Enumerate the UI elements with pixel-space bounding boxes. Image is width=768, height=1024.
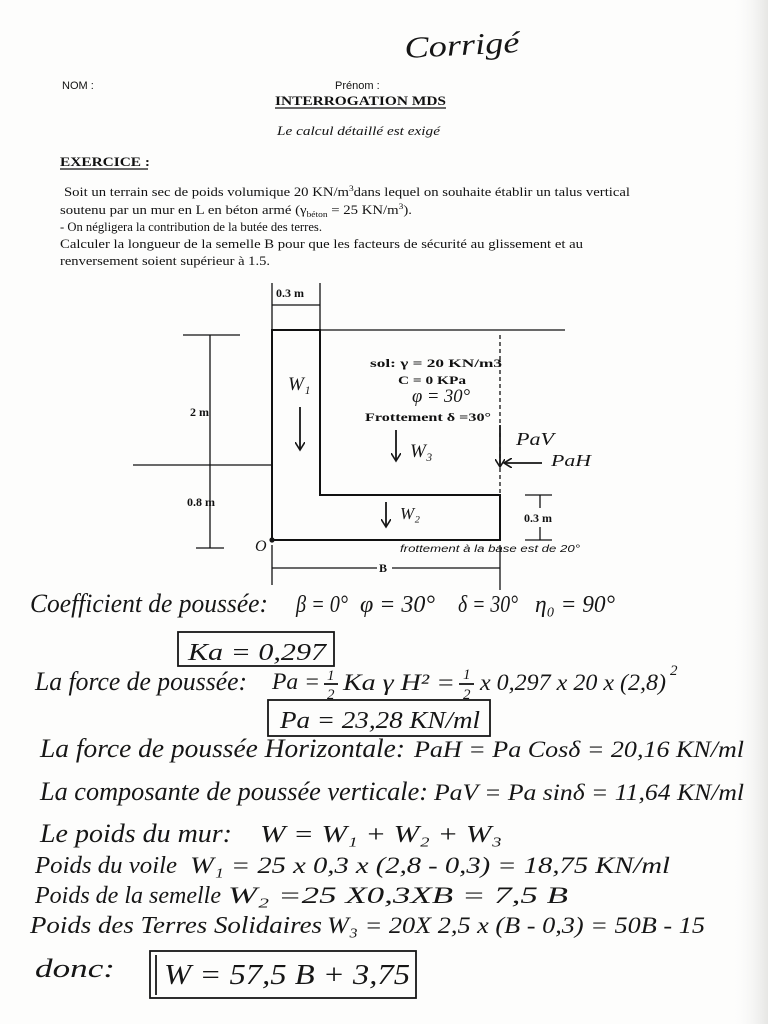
pa-result: Pa = 23,28 KN/ml xyxy=(278,708,481,734)
w3-label: W₃ xyxy=(410,441,433,462)
origin-point xyxy=(269,537,274,542)
beta-value: β = 0° xyxy=(295,592,349,618)
w-result: W = 57,5 B + 3,75 xyxy=(164,960,410,991)
statement-line-1-part-b: dans lequel on souhaite établir un talus vertical xyxy=(353,185,589,199)
subscript-beton: béton xyxy=(306,210,325,219)
retaining-wall-figure xyxy=(133,283,593,590)
corrige-annotation: Corrigé xyxy=(403,27,501,65)
pah-label: PaH xyxy=(549,451,594,470)
eta-value: η₀ = 90° xyxy=(535,592,616,618)
pa-formula-rhs: x 0,297 x 20 x (2,8) xyxy=(478,670,666,695)
soil-weight-label: Poids des Terres Solidaires xyxy=(28,913,323,939)
exam-title: INTERROGATION MDS xyxy=(275,93,446,108)
handwritten-solution xyxy=(29,589,744,998)
pav-label: PaV xyxy=(514,429,557,449)
wall-weight-label: Le poids du mur: xyxy=(38,819,233,848)
scan-edge-shadow xyxy=(730,0,768,1024)
delta-value: δ = 30° xyxy=(458,592,519,618)
pa-formula-middle: Ka γ H² = xyxy=(341,670,455,695)
soil-friction-angle: φ = 30° xyxy=(412,386,471,407)
ka-result: Ka = 0,297 xyxy=(186,640,328,666)
pa-formula-lhs: Pa = xyxy=(270,669,320,694)
slab-thickness-label: 0.3 m xyxy=(524,511,552,525)
height-above-ground-label: 2 m xyxy=(190,405,209,419)
soil-cohesion: C = 0 KPa xyxy=(398,373,466,387)
slab-weight-formula: W₂ =25 X0,3XB = 7,5 B xyxy=(228,883,568,908)
superscript-cube-2: 3 xyxy=(398,202,403,211)
embedment-depth-label: 0.8 m xyxy=(187,495,215,509)
statement-line-2 xyxy=(60,202,412,219)
pa-formula-exponent: 2 xyxy=(670,663,678,679)
wall-friction: Frottement δ =30° xyxy=(365,410,492,424)
statement-line-1 xyxy=(64,184,631,199)
nom-label: NOM : xyxy=(62,80,94,92)
stem-weight-formula: W₁ = 25 x 0,3 x (2,8 - 0,3) = 18,75 KN/ml xyxy=(190,853,670,878)
w2-label: W₂ xyxy=(400,504,421,523)
slab-weight-label: Poids de la semelle xyxy=(33,883,222,909)
statement-line-1-part-a: Soit un terrain sec de poids volumique 20 KN/m xyxy=(64,185,307,199)
fraction-1-numerator: 1 xyxy=(327,668,335,684)
fraction-1-denominator: 2 xyxy=(327,687,335,703)
statement-line-3: - On négligera la contribution de la butée des terres. xyxy=(60,220,322,234)
fraction-2-numerator: 1 xyxy=(463,667,471,683)
base-width-label: B xyxy=(379,561,388,575)
pah-formula: PaH = Pa Cosδ = 20,16 KN/ml xyxy=(412,737,744,762)
prenom-label: Prénom : xyxy=(335,80,380,92)
base-friction-note: frottement à la base est de 20° xyxy=(400,544,580,555)
origin-label: O xyxy=(255,538,267,555)
horizontal-thrust-label: La force de poussée Horizontale: xyxy=(38,734,406,763)
statement-line-2-part-a: soutenu par un mur en L en béton armé (γ xyxy=(60,203,269,217)
exercise-heading: EXERCICE : xyxy=(60,154,150,169)
conclusion-label: donc: xyxy=(35,954,115,983)
statement-line-5: renversement soient supérieur à 1.5. xyxy=(60,254,270,268)
thrust-force-label: La force de poussée: xyxy=(34,667,247,696)
pav-formula: PaV = Pa sinδ = 11,64 KN/ml xyxy=(432,780,744,805)
phi-value: φ = 30° xyxy=(360,592,436,618)
soil-weight-formula: W₃ = 20X 2,5 x (B - 0,3) = 50B - 15 xyxy=(327,913,705,938)
wall-weight-formula: W = W₁ + W₂ + W₃ xyxy=(260,822,502,848)
statement-line-4: Calculer la longueur de la semelle B pour que les facteurs de sécurité au glissement et au xyxy=(60,237,584,251)
w1-label: W₁ xyxy=(288,374,311,395)
wall-thickness-label: 0.3 m xyxy=(276,286,304,300)
statement-line-2-part-b: = 25 KN/m xyxy=(327,203,388,217)
superscript-cube: 3 xyxy=(348,184,353,193)
stem-weight-label: Poids du voile xyxy=(33,853,178,879)
statement-line-2-part-c: ). xyxy=(403,203,411,217)
fraction-2-denominator: 2 xyxy=(463,687,471,703)
soil-unit-weight: sol: γ = 20 KN/m3 xyxy=(370,356,502,370)
vertical-thrust-label: La composante de poussée verticale: xyxy=(38,777,428,806)
coefficient-label: Coefficient de poussée: xyxy=(30,589,268,618)
exam-subtitle: Le calcul détaillé est exigé xyxy=(275,124,441,138)
